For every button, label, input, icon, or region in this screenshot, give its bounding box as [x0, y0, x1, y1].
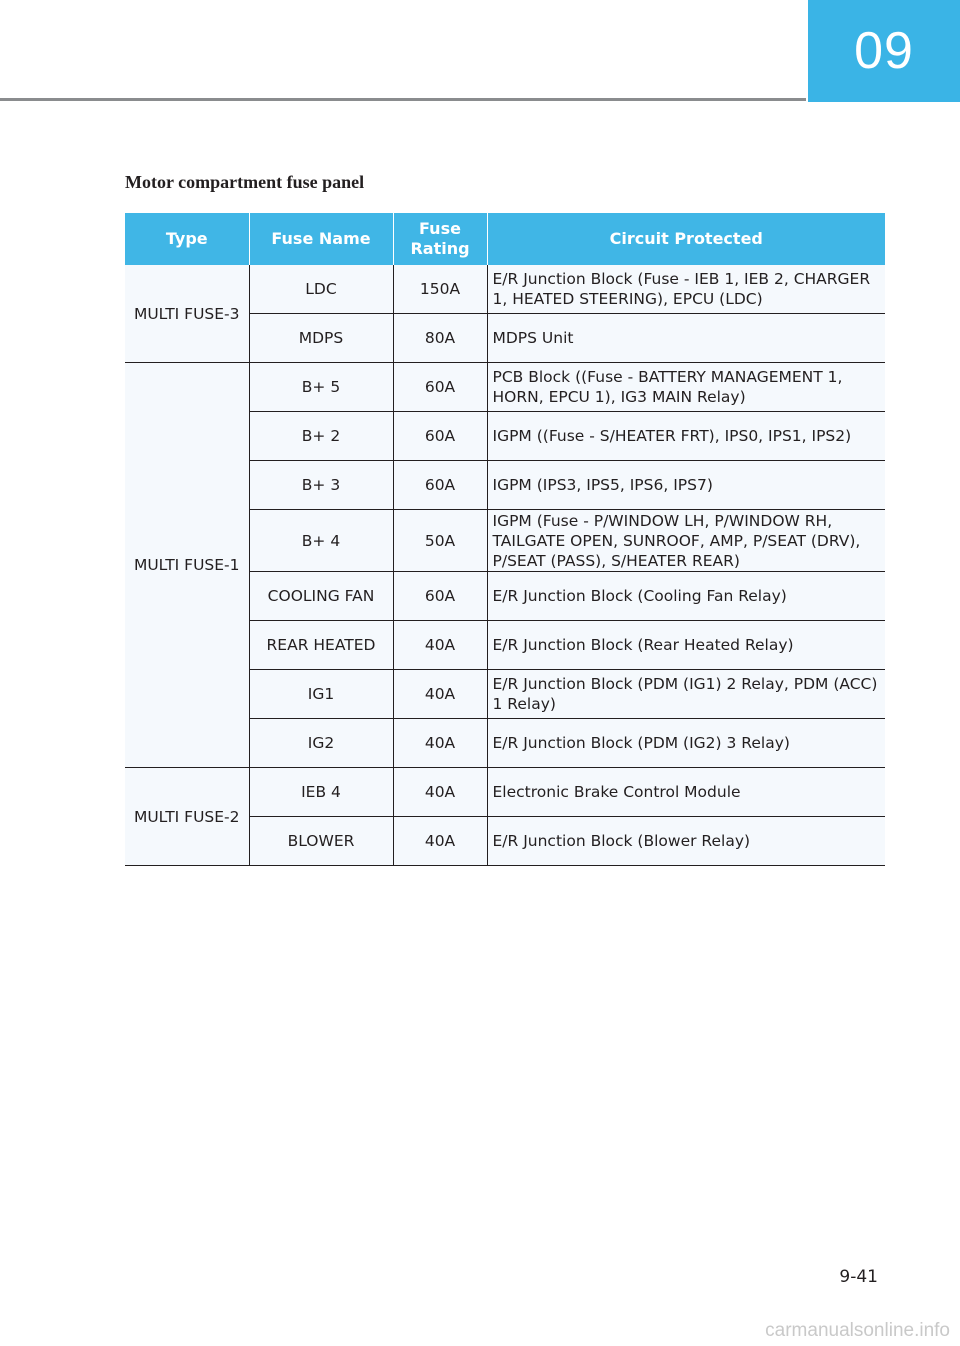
circuit-cell: IGPM ((Fuse - S/HEATER FRT), IPS0, IPS1, IPS2)	[487, 412, 885, 461]
fuse-rating-cell: 60A	[393, 412, 487, 461]
page-number: 9-41	[839, 1267, 878, 1287]
circuit-cell: Electronic Brake Control Module	[487, 768, 885, 817]
type-cell: MULTI FUSE-2	[125, 768, 249, 866]
fuse-rating-cell: 150A	[393, 265, 487, 314]
header-rule	[0, 98, 806, 101]
fuse-name-cell: BLOWER	[249, 817, 393, 866]
fuse-rating-cell: 40A	[393, 719, 487, 768]
section-title: Motor compartment fuse panel	[125, 172, 365, 192]
fuse-rating-cell: 50A	[393, 510, 487, 572]
circuit-cell: E/R Junction Block (Blower Relay)	[487, 817, 885, 866]
fuse-name-cell: IG1	[249, 670, 393, 719]
fuse-name-cell: COOLING FAN	[249, 572, 393, 621]
circuit-cell: E/R Junction Block (Fuse - IEB 1, IEB 2, CHARGER 1, HEATED STEERING), EPCU (LDC)	[487, 265, 885, 314]
circuit-cell: IGPM (Fuse - P/WINDOW LH, P/WINDOW RH, TAILGATE OPEN, SUNROOF, AMP, P/SEAT (DRV), P/SEAT (PASS), S/HEATER REAR)	[487, 510, 885, 572]
table-row	[125, 265, 885, 314]
fuse-rating-cell: 60A	[393, 363, 487, 412]
column-header-circuit-protected: Circuit Protected	[487, 213, 885, 265]
fuse-name-cell: IEB 4	[249, 768, 393, 817]
fuse-rating-cell: 40A	[393, 768, 487, 817]
chapter-number: 09	[854, 22, 914, 80]
type-cell: MULTI FUSE-1	[125, 363, 249, 768]
fuse-name-cell: REAR HEATED	[249, 621, 393, 670]
type-cell: MULTI FUSE-3	[125, 265, 249, 363]
circuit-cell: E/R Junction Block (PDM (IG2) 3 Relay)	[487, 719, 885, 768]
fuse-rating-cell: 80A	[393, 314, 487, 363]
fuse-table	[125, 213, 885, 866]
fuse-rating-cell: 40A	[393, 670, 487, 719]
circuit-cell: E/R Junction Block (Cooling Fan Relay)	[487, 572, 885, 621]
column-header-type: Type	[125, 213, 249, 265]
circuit-cell: MDPS Unit	[487, 314, 885, 363]
circuit-cell: IGPM (IPS3, IPS5, IPS6, IPS7)	[487, 461, 885, 510]
fuse-name-cell: IG2	[249, 719, 393, 768]
fuse-name-cell: B+ 4	[249, 510, 393, 572]
circuit-cell: E/R Junction Block (Rear Heated Relay)	[487, 621, 885, 670]
fuse-name-cell: B+ 5	[249, 363, 393, 412]
fuse-name-cell: B+ 2	[249, 412, 393, 461]
circuit-cell: PCB Block ((Fuse - BATTERY MANAGEMENT 1, HORN, EPCU 1), IG3 MAIN Relay)	[487, 363, 885, 412]
table-header-row	[125, 213, 885, 265]
table-row	[125, 363, 885, 412]
fuse-name-cell: MDPS	[249, 314, 393, 363]
table-row	[125, 768, 885, 817]
fuse-rating-cell: 40A	[393, 621, 487, 670]
column-header-fuse-rating: Fuse Rating	[393, 213, 487, 265]
watermark-text: carmanualsonline.info	[765, 1320, 950, 1341]
fuse-rating-cell: 40A	[393, 817, 487, 866]
fuse-name-cell: LDC	[249, 265, 393, 314]
fuse-rating-cell: 60A	[393, 572, 487, 621]
column-header-fuse-name: Fuse Name	[249, 213, 393, 265]
chapter-tab	[808, 0, 960, 102]
fuse-rating-cell: 60A	[393, 461, 487, 510]
fuse-name-cell: B+ 3	[249, 461, 393, 510]
circuit-cell: E/R Junction Block (PDM (IG1) 2 Relay, PDM (ACC) 1 Relay)	[487, 670, 885, 719]
